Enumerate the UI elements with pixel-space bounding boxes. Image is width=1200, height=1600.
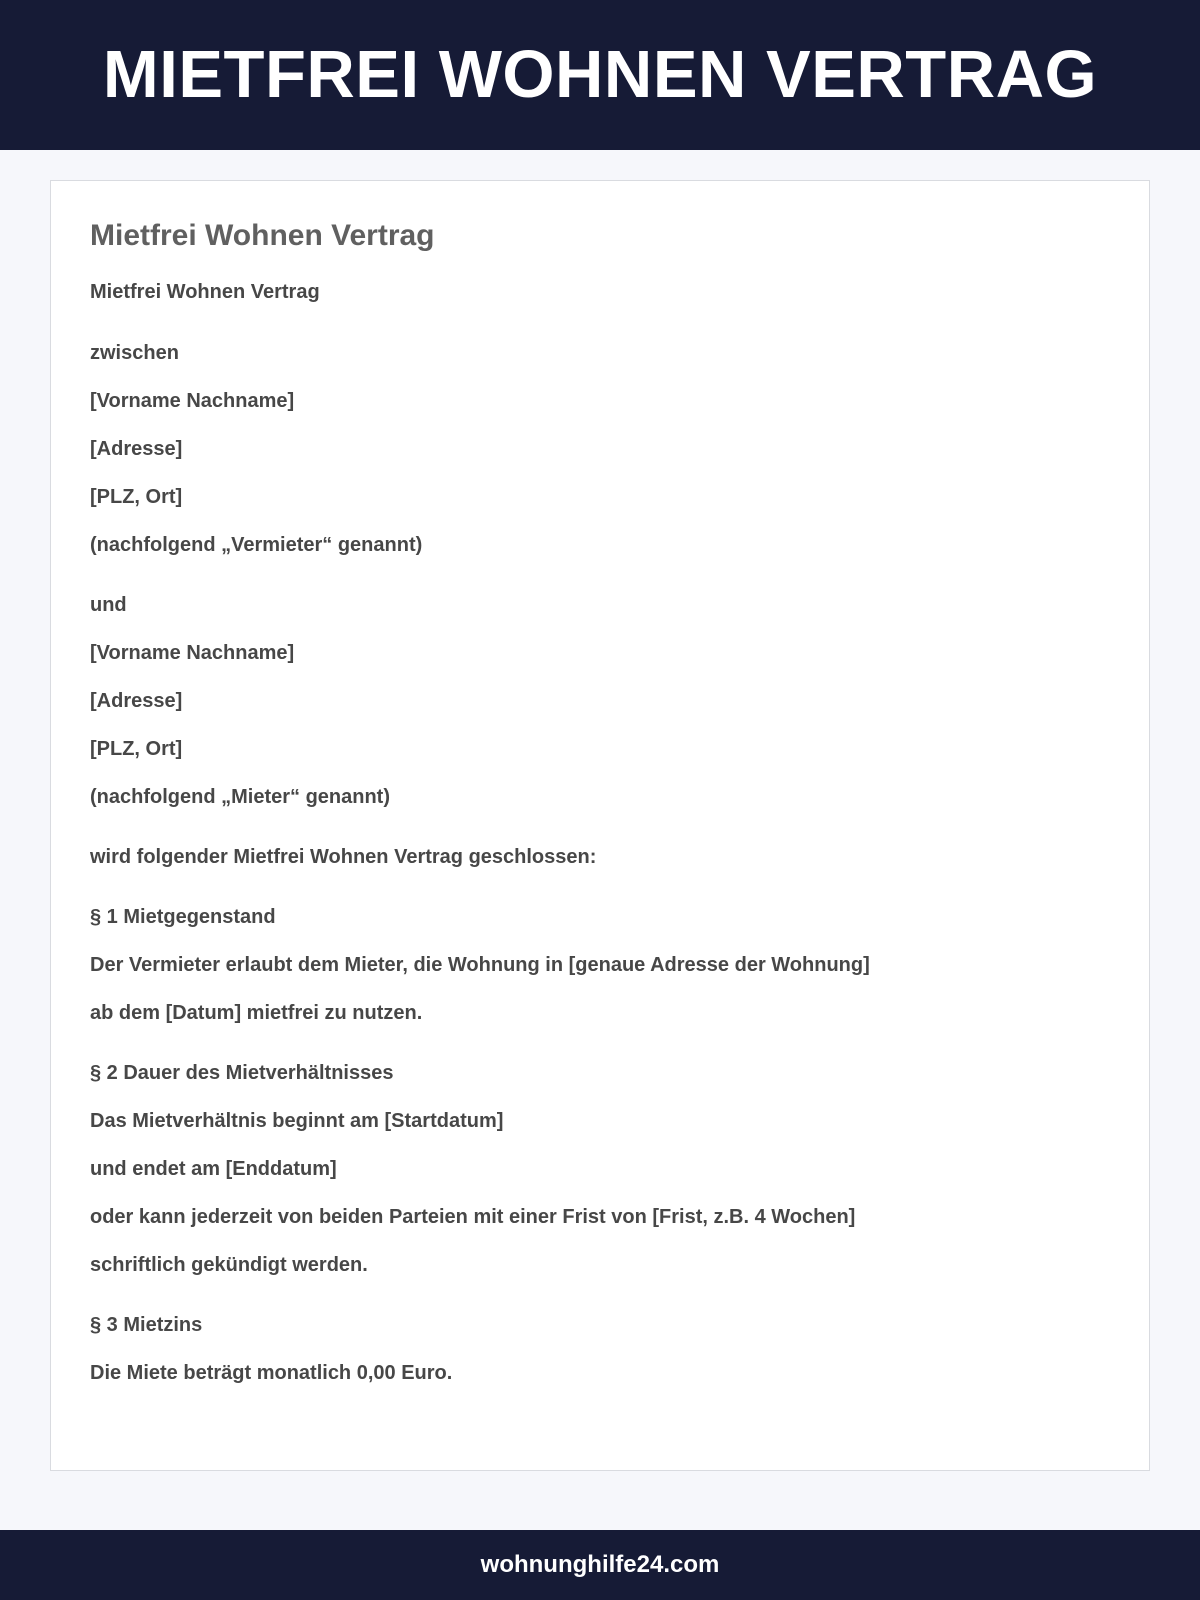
- tenant-address: [Adresse]: [90, 690, 183, 712]
- document-title: Mietfrei Wohnen Vertrag: [90, 219, 435, 252]
- landlord-address: [Adresse]: [90, 438, 183, 460]
- section-text: Der Vermieter erlaubt dem Mieter, die Wohnung in [genaue Adresse der Wohnung]: [90, 954, 870, 976]
- footer-site-link[interactable]: wohnunghilfe24.com: [480, 1551, 720, 1578]
- landlord-role: (nachfolgend „Vermieter“ genannt): [90, 534, 423, 556]
- section-heading: § 3 Mietzins: [90, 1314, 203, 1336]
- section-text: oder kann jederzeit von beiden Parteien mit einer Frist von [Frist, z.B. 4 Wochen]: [90, 1206, 856, 1228]
- page-header: [0, 0, 1200, 150]
- party-connector: und: [90, 594, 127, 616]
- landlord-city: [PLZ, Ort]: [90, 486, 183, 508]
- section-text: ab dem [Datum] mietfrei zu nutzen.: [90, 1002, 423, 1024]
- tenant-city: [PLZ, Ort]: [90, 738, 183, 760]
- section-text: Das Mietverhältnis beginnt am [Startdatum]: [90, 1110, 504, 1132]
- party-intro: zwischen: [90, 342, 179, 364]
- landlord-name: [Vorname Nachname]: [90, 390, 295, 412]
- tenant-name: [Vorname Nachname]: [90, 642, 295, 664]
- document-card: [50, 180, 1150, 1471]
- section-heading: § 1 Mietgegenstand: [90, 906, 276, 928]
- section-heading: § 2 Dauer des Mietverhältnisses: [90, 1062, 394, 1084]
- contract-intro: wird folgender Mietfrei Wohnen Vertrag geschlossen:: [90, 846, 597, 868]
- page-footer: [0, 1530, 1200, 1600]
- page-title: MIETFREI WOHNEN VERTRAG: [102, 36, 1098, 112]
- section-text: schriftlich gekündigt werden.: [90, 1254, 368, 1276]
- section-text: Die Miete beträgt monatlich 0,00 Euro.: [90, 1362, 453, 1384]
- document-subtitle: Mietfrei Wohnen Vertrag: [90, 281, 320, 303]
- tenant-role: (nachfolgend „Mieter“ genannt): [90, 786, 390, 808]
- section-text: und endet am [Enddatum]: [90, 1158, 337, 1180]
